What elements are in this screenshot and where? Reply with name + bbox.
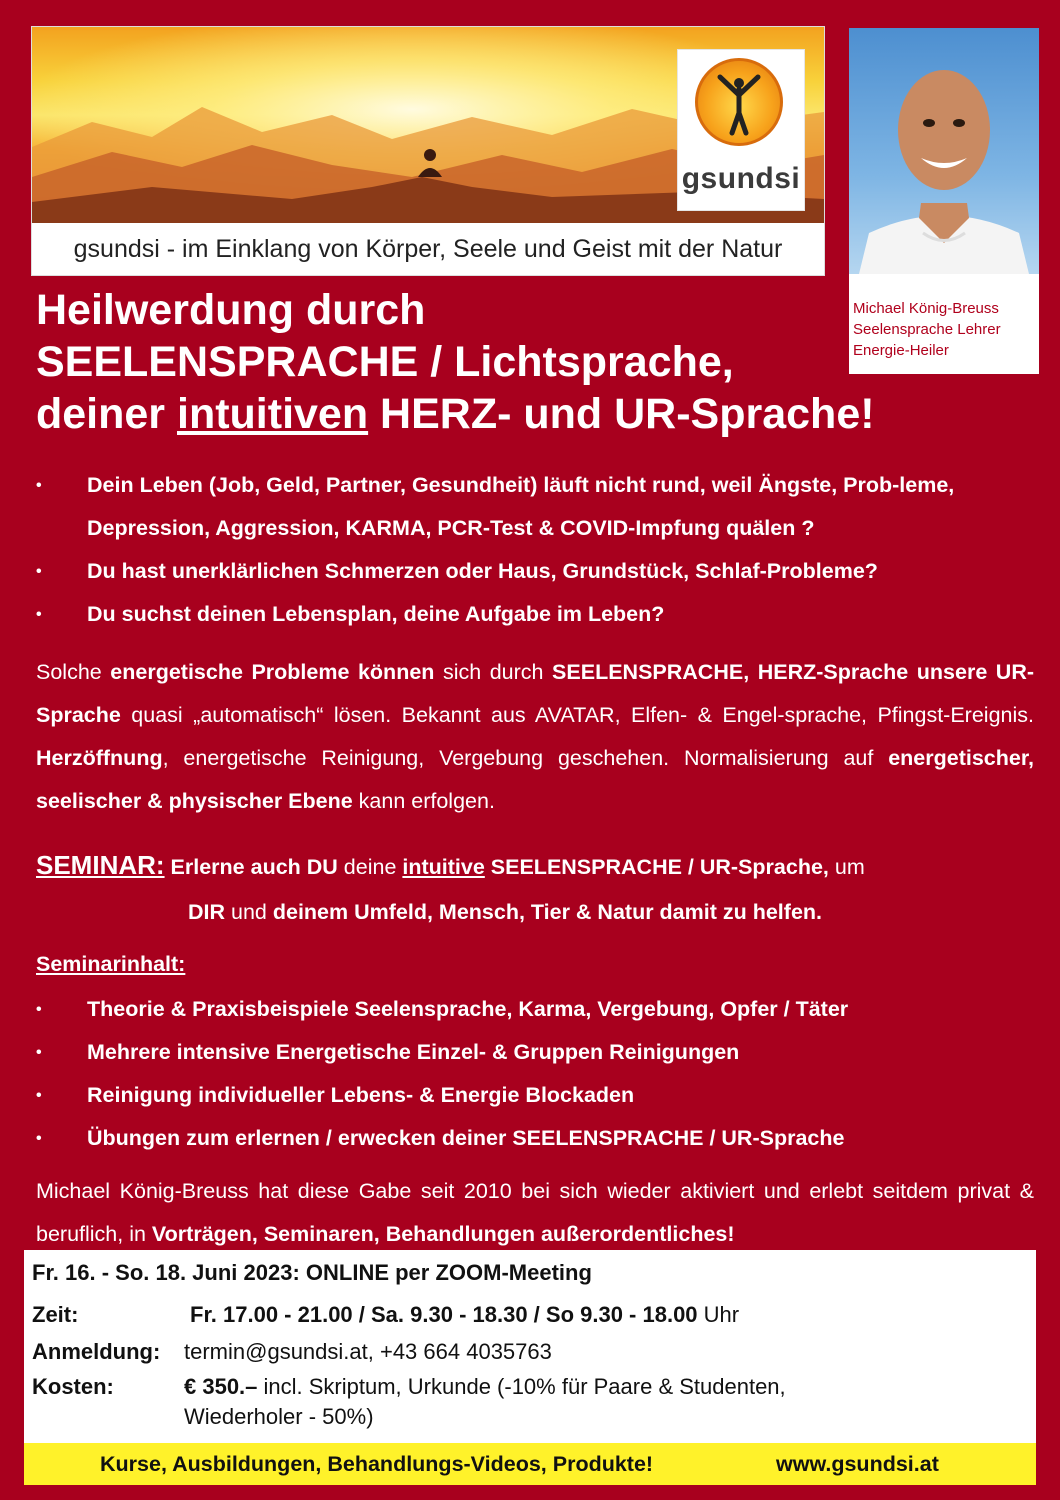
seminar-line-1 — [36, 843, 1036, 890]
seminar-bold: DIR — [188, 900, 226, 924]
list-item: • Du suchst deinen Lebensplan, deine Aufgabe im Leben? — [36, 593, 1036, 636]
paragraph-bold: energetischer, seelischer & physischer Ebene — [36, 746, 1034, 813]
list-item: • Du hast unerklärlichen Schmerzen oder Haus, Grundstück, Schlaf-Probleme? — [36, 550, 1036, 593]
problem-list — [36, 464, 1036, 636]
seminar-bold: SEELENSPRACHE / UR-Sprache, — [484, 855, 829, 879]
cost-label: Kosten: — [32, 1374, 114, 1399]
paragraph-bold: SEELENSPRACHE, HERZ-Sprache unsere UR-Sprache — [36, 660, 1035, 727]
teacher-role-2: Energie-Heiler — [853, 342, 949, 359]
paragraph-text: kann erfolgen. — [352, 789, 495, 813]
paragraph-bold: energetische Probleme können — [110, 660, 435, 684]
header-banner — [31, 26, 825, 276]
paragraph-bold: Vorträgen, Seminaren, Behandlungen außerordentliches! — [151, 1222, 735, 1246]
event-date: Fr. 16. - So. 18. Juni 2023: ONLINE per ZOOM-Meeting — [32, 1260, 592, 1285]
meditating-figure-head — [424, 149, 436, 161]
paragraph-text: sich durch — [434, 660, 553, 684]
portrait-illustration — [849, 28, 1039, 274]
cost-price: € 350.– — [184, 1374, 258, 1399]
list-item: • Dein Leben (Job, Geld, Partner, Gesundheit) läuft nicht rund, weil Ängste, Prob-leme, Depression, Aggression, KARMA, PCR-Test & COVID-Impfung quälen ? — [36, 464, 1036, 550]
event-info-box — [24, 1250, 1036, 1443]
list-item: • Theorie & Praxisbeispiele Seelensprache, Karma, Vergebung, Opfer / Täter — [36, 988, 1036, 1031]
banner-caption: gsundsi - im Einklang von Körper, Seele und Geist mit der Natur — [32, 223, 824, 275]
headline-line-3 — [36, 388, 875, 440]
cost-value — [184, 1374, 786, 1400]
paragraph-text: quasi „automatisch“ lösen. Bekannt aus AVATAR, Elfen- & Engel-sprache, Pfingst-Ereignis. — [120, 703, 1034, 727]
paragraph-text: Solche — [36, 660, 111, 684]
headline-line-2: SEELENSPRACHE / Lichtsprache, — [36, 338, 734, 386]
main-headline — [36, 284, 875, 440]
headline-text: HERZ- und UR-Sprache! — [368, 390, 875, 438]
seminar-description — [36, 843, 1036, 935]
footer-offer-text: Kurse, Ausbildungen, Behandlungs-Videos, Produkte! — [100, 1452, 654, 1476]
paragraph-text: Michael König-Breuss hat diese Gabe seit 2010 bei sich wieder aktiviert und erlebt seitdem privat & beruflich, in — [36, 1179, 1034, 1246]
seminar-label: SEMINAR: — [36, 850, 165, 880]
seminar-bold: Erlerne auch DU — [170, 855, 338, 879]
seminar-text: und — [225, 900, 273, 924]
list-item: • Übungen zum erlernen / erwecken deiner SEELENSPRACHE / UR-Sprache — [36, 1117, 1036, 1160]
signup-label: Anmeldung: — [32, 1339, 161, 1364]
teacher-photo — [849, 28, 1039, 274]
headline-line-1: Heilwerdung durch — [36, 286, 426, 334]
seminar-line-2 — [36, 890, 1036, 935]
logo-sun-icon — [695, 58, 783, 146]
cost-details-line-2: Wiederholer - 50%) — [184, 1404, 374, 1429]
signup-contact[interactable]: termin@gsundsi.at, +43 664 4035763 — [184, 1339, 552, 1364]
paragraph-bold: Herzöffnung — [36, 746, 163, 770]
time-unit: Uhr — [697, 1302, 740, 1327]
problem-paragraph — [36, 651, 1034, 823]
teacher-name: Michael König-Breuss — [853, 300, 999, 317]
content-list — [36, 988, 1036, 1160]
teacher-portrait — [849, 28, 1039, 374]
seminar-underlined: intuitive — [402, 855, 485, 879]
gsundsi-logo — [677, 49, 805, 211]
footer-bar — [24, 1443, 1036, 1485]
headline-underlined: intuitiven — [177, 390, 369, 438]
seminar-text: um — [828, 855, 865, 879]
list-item: • Mehrere intensive Energetische Einzel- & Gruppen Reinigungen — [36, 1031, 1036, 1074]
list-item: • Reinigung individueller Lebens- & Energie Blockaden — [36, 1074, 1036, 1117]
bio-paragraph — [36, 1170, 1034, 1256]
person-arms-raised-icon — [698, 61, 780, 143]
headline-text: deiner — [36, 390, 177, 438]
time-value — [190, 1302, 739, 1328]
content-heading: Seminarinhalt: — [36, 952, 186, 976]
time-value-bold: Fr. 17.00 - 21.00 / Sa. 9.30 - 18.30 / So 9.30 - 18.00 — [190, 1302, 698, 1327]
logo-wordmark: gsundsi — [681, 162, 801, 195]
seminar-text: deine — [337, 855, 403, 879]
time-label: Zeit: — [32, 1302, 79, 1327]
website-link[interactable]: www.gsundsi.at — [776, 1452, 939, 1476]
seminar-bold: deinem Umfeld, Mensch, Tier & Natur damit zu helfen. — [272, 900, 823, 924]
cost-details: incl. Skriptum, Urkunde (-10% für Paare & Studenten, — [257, 1374, 786, 1399]
teacher-role: Seelensprache Lehrer — [853, 321, 1001, 338]
paragraph-text: , energetische Reinigung, Vergebung geschehen. Normalisierung auf — [162, 746, 889, 770]
